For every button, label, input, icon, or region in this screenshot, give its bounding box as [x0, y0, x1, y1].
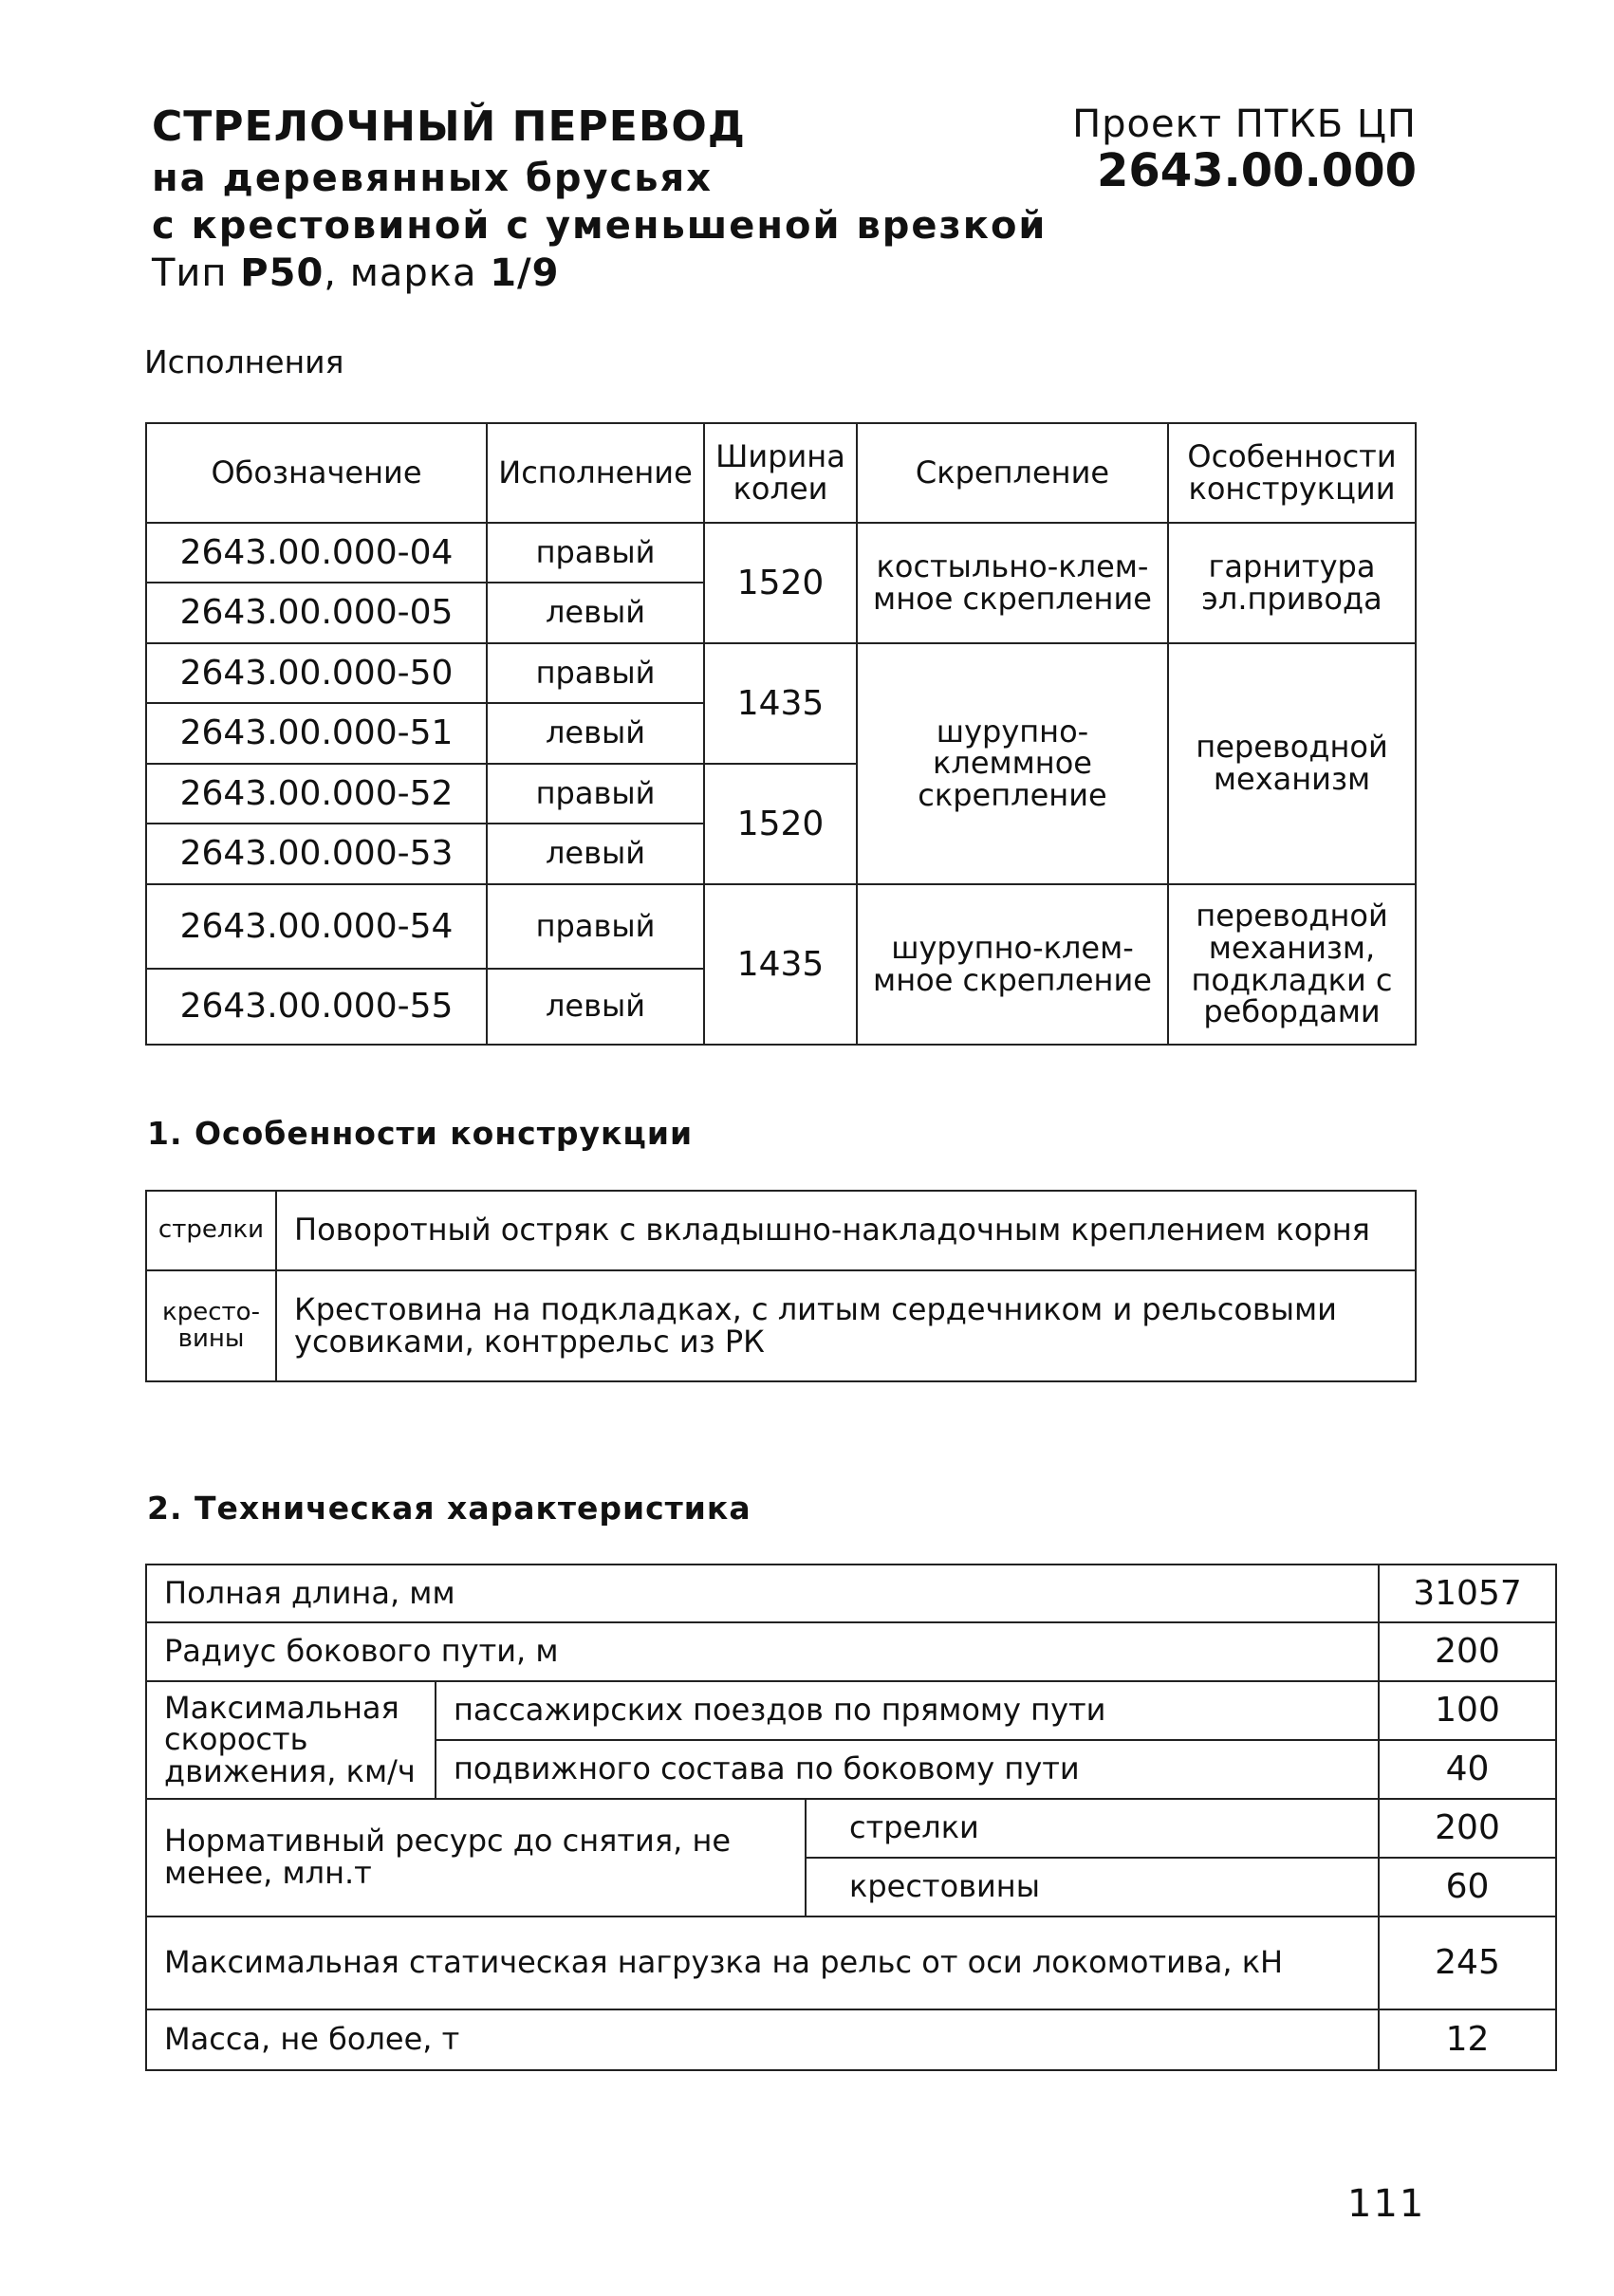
code-cell: 2643.00.000-51: [146, 703, 487, 764]
spec-value: 200: [1379, 1799, 1556, 1858]
mark-value: 1/9: [490, 251, 560, 295]
table-row: [146, 884, 1416, 969]
table-row: [146, 643, 1416, 703]
doc-title: СТРЕЛОЧНЫЙ ПЕРЕВОД: [152, 102, 746, 151]
fastening-cell: шурупно-клеммное скрепление: [857, 643, 1168, 884]
type-prefix: Тип: [152, 251, 241, 295]
spec-value: 100: [1379, 1681, 1556, 1740]
gauge-cell: 1520: [704, 764, 857, 884]
spec-sublabel: пассажирских поездов по прямому пути: [436, 1681, 1379, 1740]
side-cell: левый: [487, 703, 704, 764]
code-cell: 2643.00.000-53: [146, 824, 487, 884]
spec-label: Максимальная скорость движения, км/ч: [146, 1681, 436, 1799]
table-row: [146, 1799, 1556, 1858]
side-cell: правый: [487, 523, 704, 583]
gauge-cell: 1435: [704, 884, 857, 1045]
code-cell: 2643.00.000-55: [146, 969, 487, 1045]
spec-sublabel: крестовины: [806, 1858, 1379, 1916]
code-cell: 2643.00.000-52: [146, 764, 487, 824]
spec-value: 40: [1379, 1740, 1556, 1799]
side-cell: левый: [487, 969, 704, 1045]
spec-label: Нормативный ресурс до снятия, не менее, млн.т: [146, 1799, 806, 1916]
features-cell: переводной механизм, подкладки с ребордами: [1168, 884, 1416, 1045]
header-cell: Обозначение: [146, 423, 487, 523]
gauge-cell: 1520: [704, 523, 857, 643]
section2-title: 2. Техническая характеристика: [147, 1490, 751, 1527]
features-cell: гарнитура эл.привода: [1168, 523, 1416, 643]
header-cell: Исполнение: [487, 423, 704, 523]
table-row: [146, 523, 1416, 583]
mark-prefix: , марка: [324, 251, 491, 295]
spec-label: Масса, не более, т: [146, 2009, 1379, 2070]
table-row: [146, 1681, 1556, 1740]
spec-label: Радиус бокового пути, м: [146, 1622, 1379, 1681]
code-cell: 2643.00.000-05: [146, 583, 487, 643]
feature-label: кресто-вины: [146, 1270, 276, 1381]
table-row: [146, 1565, 1556, 1622]
spec-value: 12: [1379, 2009, 1556, 2070]
gauge-cell: 1435: [704, 643, 857, 764]
variants-table: [145, 422, 1417, 1046]
doc-type-line: [152, 251, 559, 295]
spec-sublabel: стрелки: [806, 1799, 1379, 1858]
header-cell: Особенности конструкции: [1168, 423, 1416, 523]
variants-title: Исполнения: [144, 343, 344, 380]
table-row: [146, 2009, 1556, 2070]
side-cell: левый: [487, 583, 704, 643]
specs-table: [145, 1564, 1557, 2071]
code-cell: 2643.00.000-50: [146, 643, 487, 703]
features-cell: переводной механизм: [1168, 643, 1416, 884]
features-table: [145, 1190, 1417, 1382]
table-row: [146, 1916, 1556, 2009]
header-cell: Ширина колеи: [704, 423, 857, 523]
table-row: [146, 1270, 1416, 1381]
spec-sublabel: подвижного состава по боковому пути: [436, 1740, 1379, 1799]
fastening-cell: костыльно-клем-мное скрепление: [857, 523, 1168, 643]
side-cell: правый: [487, 884, 704, 969]
spec-value: 31057: [1379, 1565, 1556, 1622]
table-row: [146, 1191, 1416, 1270]
project-number: 2643.00.000: [1096, 144, 1417, 197]
code-cell: 2643.00.000-54: [146, 884, 487, 969]
side-cell: правый: [487, 764, 704, 824]
spec-label: Максимальная статическая нагрузка на рельс от оси локомотива, кН: [146, 1916, 1379, 2009]
table-row: [146, 1622, 1556, 1681]
page-number: 111: [1347, 2182, 1426, 2226]
spec-value: 245: [1379, 1916, 1556, 2009]
side-cell: правый: [487, 643, 704, 703]
doc-subtitle-1: на деревянных брусьях: [152, 157, 714, 200]
code-cell: 2643.00.000-04: [146, 523, 487, 583]
type-value: Р50: [240, 251, 325, 295]
spec-value: 60: [1379, 1858, 1556, 1916]
section1-title: 1. Особенности конструкции: [147, 1115, 694, 1152]
feature-text: Крестовина на подкладках, с литым сердечником и рельсовыми усовиками, контррельс из РК: [276, 1270, 1416, 1381]
project-label: Проект ПТКБ ЦП: [1072, 102, 1417, 146]
spec-value: 200: [1379, 1622, 1556, 1681]
fastening-cell: шурупно-клем-мное скрепление: [857, 884, 1168, 1045]
feature-label: стрелки: [146, 1191, 276, 1270]
table-header-row: [146, 423, 1416, 523]
doc-subtitle-2: с крестовиной с уменьшеной врезкой: [152, 204, 1048, 248]
feature-text: Поворотный остряк с вкладышно-накладочным креплением корня: [276, 1191, 1416, 1270]
header-cell: Скрепление: [857, 423, 1168, 523]
spec-label: Полная длина, мм: [146, 1565, 1379, 1622]
side-cell: левый: [487, 824, 704, 884]
